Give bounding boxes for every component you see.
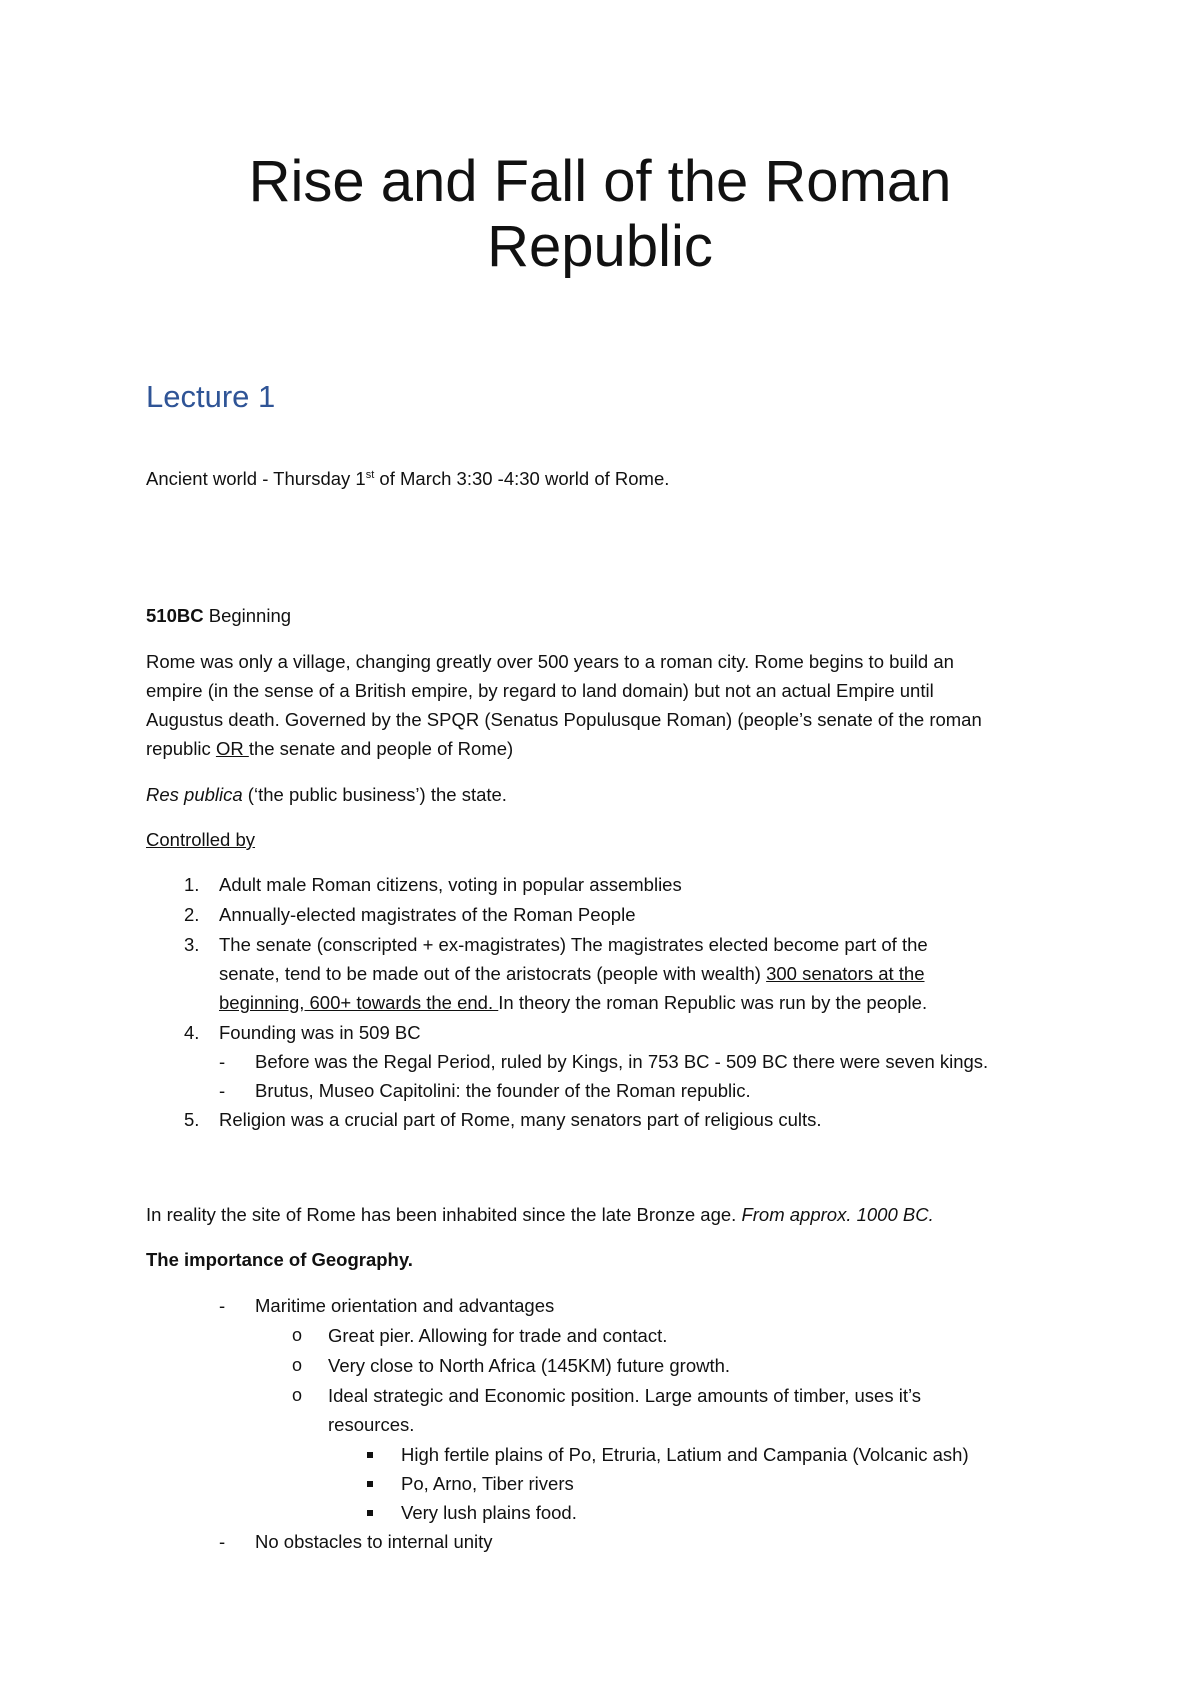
section-heading-rest: Beginning <box>203 605 292 626</box>
res-publica-italic: Res publica <box>146 784 243 805</box>
para1-line4 <box>146 734 1066 763</box>
para1-line4-start: republic <box>146 738 216 759</box>
para1-line4-underline: OR <box>215 738 249 759</box>
geography-heading: The importance of Geography. <box>146 1249 413 1270</box>
circle-bullet: o <box>292 1355 303 1375</box>
para1-line2: empire (in the sense of a British empire, by regard to land domain) but not an actual Empire until <box>146 680 934 701</box>
list-number: 5. <box>184 1109 200 1130</box>
list-item-text: Founding was in 509 BC <box>219 1022 421 1043</box>
list-number: 4. <box>184 1022 200 1043</box>
document-title-line2: Republic <box>487 214 713 279</box>
list-number: 1. <box>184 874 200 895</box>
reality-italic: From approx. 1000 BC. <box>741 1204 934 1225</box>
list-item-text: Adult male Roman citizens, voting in popular assemblies <box>219 874 682 895</box>
list-number: 2. <box>184 904 200 925</box>
list-number: 3. <box>184 934 200 955</box>
section-heading-bold: 510BC <box>146 605 204 626</box>
list-item-segment: senate, tend to be made out of the aristocrats (people with wealth) <box>219 963 767 984</box>
list-item-text <box>219 988 927 1017</box>
geography-item: No obstacles to internal unity <box>255 1531 493 1552</box>
geography-subsubitem: Very lush plains food. <box>401 1502 577 1523</box>
lecture-heading: Lecture 1 <box>146 379 276 414</box>
dash-bullet: - <box>219 1051 226 1072</box>
res-publica-line <box>146 780 1066 809</box>
dash-bullet: - <box>219 1531 226 1552</box>
geography-subitem-cont: resources. <box>328 1414 415 1435</box>
reality-text: In reality the site of Rome has been inhabited since the late Bronze age. <box>146 1204 742 1225</box>
list-item-segment: In theory the roman Republic was run by the people. <box>498 992 928 1013</box>
geography-subitem: Great pier. Allowing for trade and contact. <box>328 1325 668 1346</box>
list-item-text <box>219 959 925 988</box>
circle-bullet: o <box>292 1325 303 1345</box>
intro-text-rest: of March 3:30 -4:30 world of Rome. <box>374 468 670 489</box>
sub-item-text: Brutus, Museo Capitolini: the founder of the Roman republic. <box>255 1080 751 1101</box>
list-item-underline: 300 senators at the <box>766 963 925 984</box>
intro-superscript: st <box>365 468 375 481</box>
geography-subsubitem: High fertile plains of Po, Etruria, Latium and Campania (Volcanic ash) <box>401 1444 969 1465</box>
list-item-underline: beginning, 600+ towards the end. <box>219 992 499 1013</box>
list-item-text: The senate (conscripted + ex-magistrates) The magistrates elected become part of the <box>219 934 928 955</box>
para1-line4-end: the senate and people of Rome) <box>248 738 514 759</box>
sub-item-text: Before was the Regal Period, ruled by Kings, in 753 BC - 509 BC there were seven kings. <box>255 1051 989 1072</box>
geography-subsubitem: Po, Arno, Tiber rivers <box>401 1473 574 1494</box>
geography-item: Maritime orientation and advantages <box>255 1295 555 1316</box>
controlled-by-label: Controlled by <box>146 829 256 850</box>
square-bullet-icon <box>367 1452 373 1458</box>
document-title-line1: Rise and Fall of the Roman <box>248 149 952 214</box>
square-bullet-icon <box>367 1481 373 1487</box>
reality-paragraph <box>146 1200 1066 1229</box>
dash-bullet: - <box>219 1080 226 1101</box>
geography-subitem: Ideal strategic and Economic position. Large amounts of timber, uses it’s <box>328 1385 922 1406</box>
geography-subitem: Very close to North Africa (145KM) future growth. <box>328 1355 731 1376</box>
para1-line3: Augustus death. Governed by the SPQR (Senatus Populusque Roman) (people’s senate of the roman <box>146 709 982 730</box>
list-item-text: Annually-elected magistrates of the Roman People <box>219 904 636 925</box>
section-heading-510bc <box>146 601 1066 630</box>
intro-line <box>146 464 1066 493</box>
list-item-text: Religion was a crucial part of Rome, many senators part of religious cults. <box>219 1109 822 1130</box>
square-bullet-icon <box>367 1510 373 1516</box>
intro-text: Ancient world - Thursday 1 <box>146 468 366 489</box>
res-publica-rest: (‘the public business’) the state. <box>242 784 507 805</box>
dash-bullet: - <box>219 1295 226 1316</box>
para1-line1: Rome was only a village, changing greatly over 500 years to a roman city. Rome begins to build an <box>146 651 954 672</box>
circle-bullet: o <box>292 1385 303 1405</box>
